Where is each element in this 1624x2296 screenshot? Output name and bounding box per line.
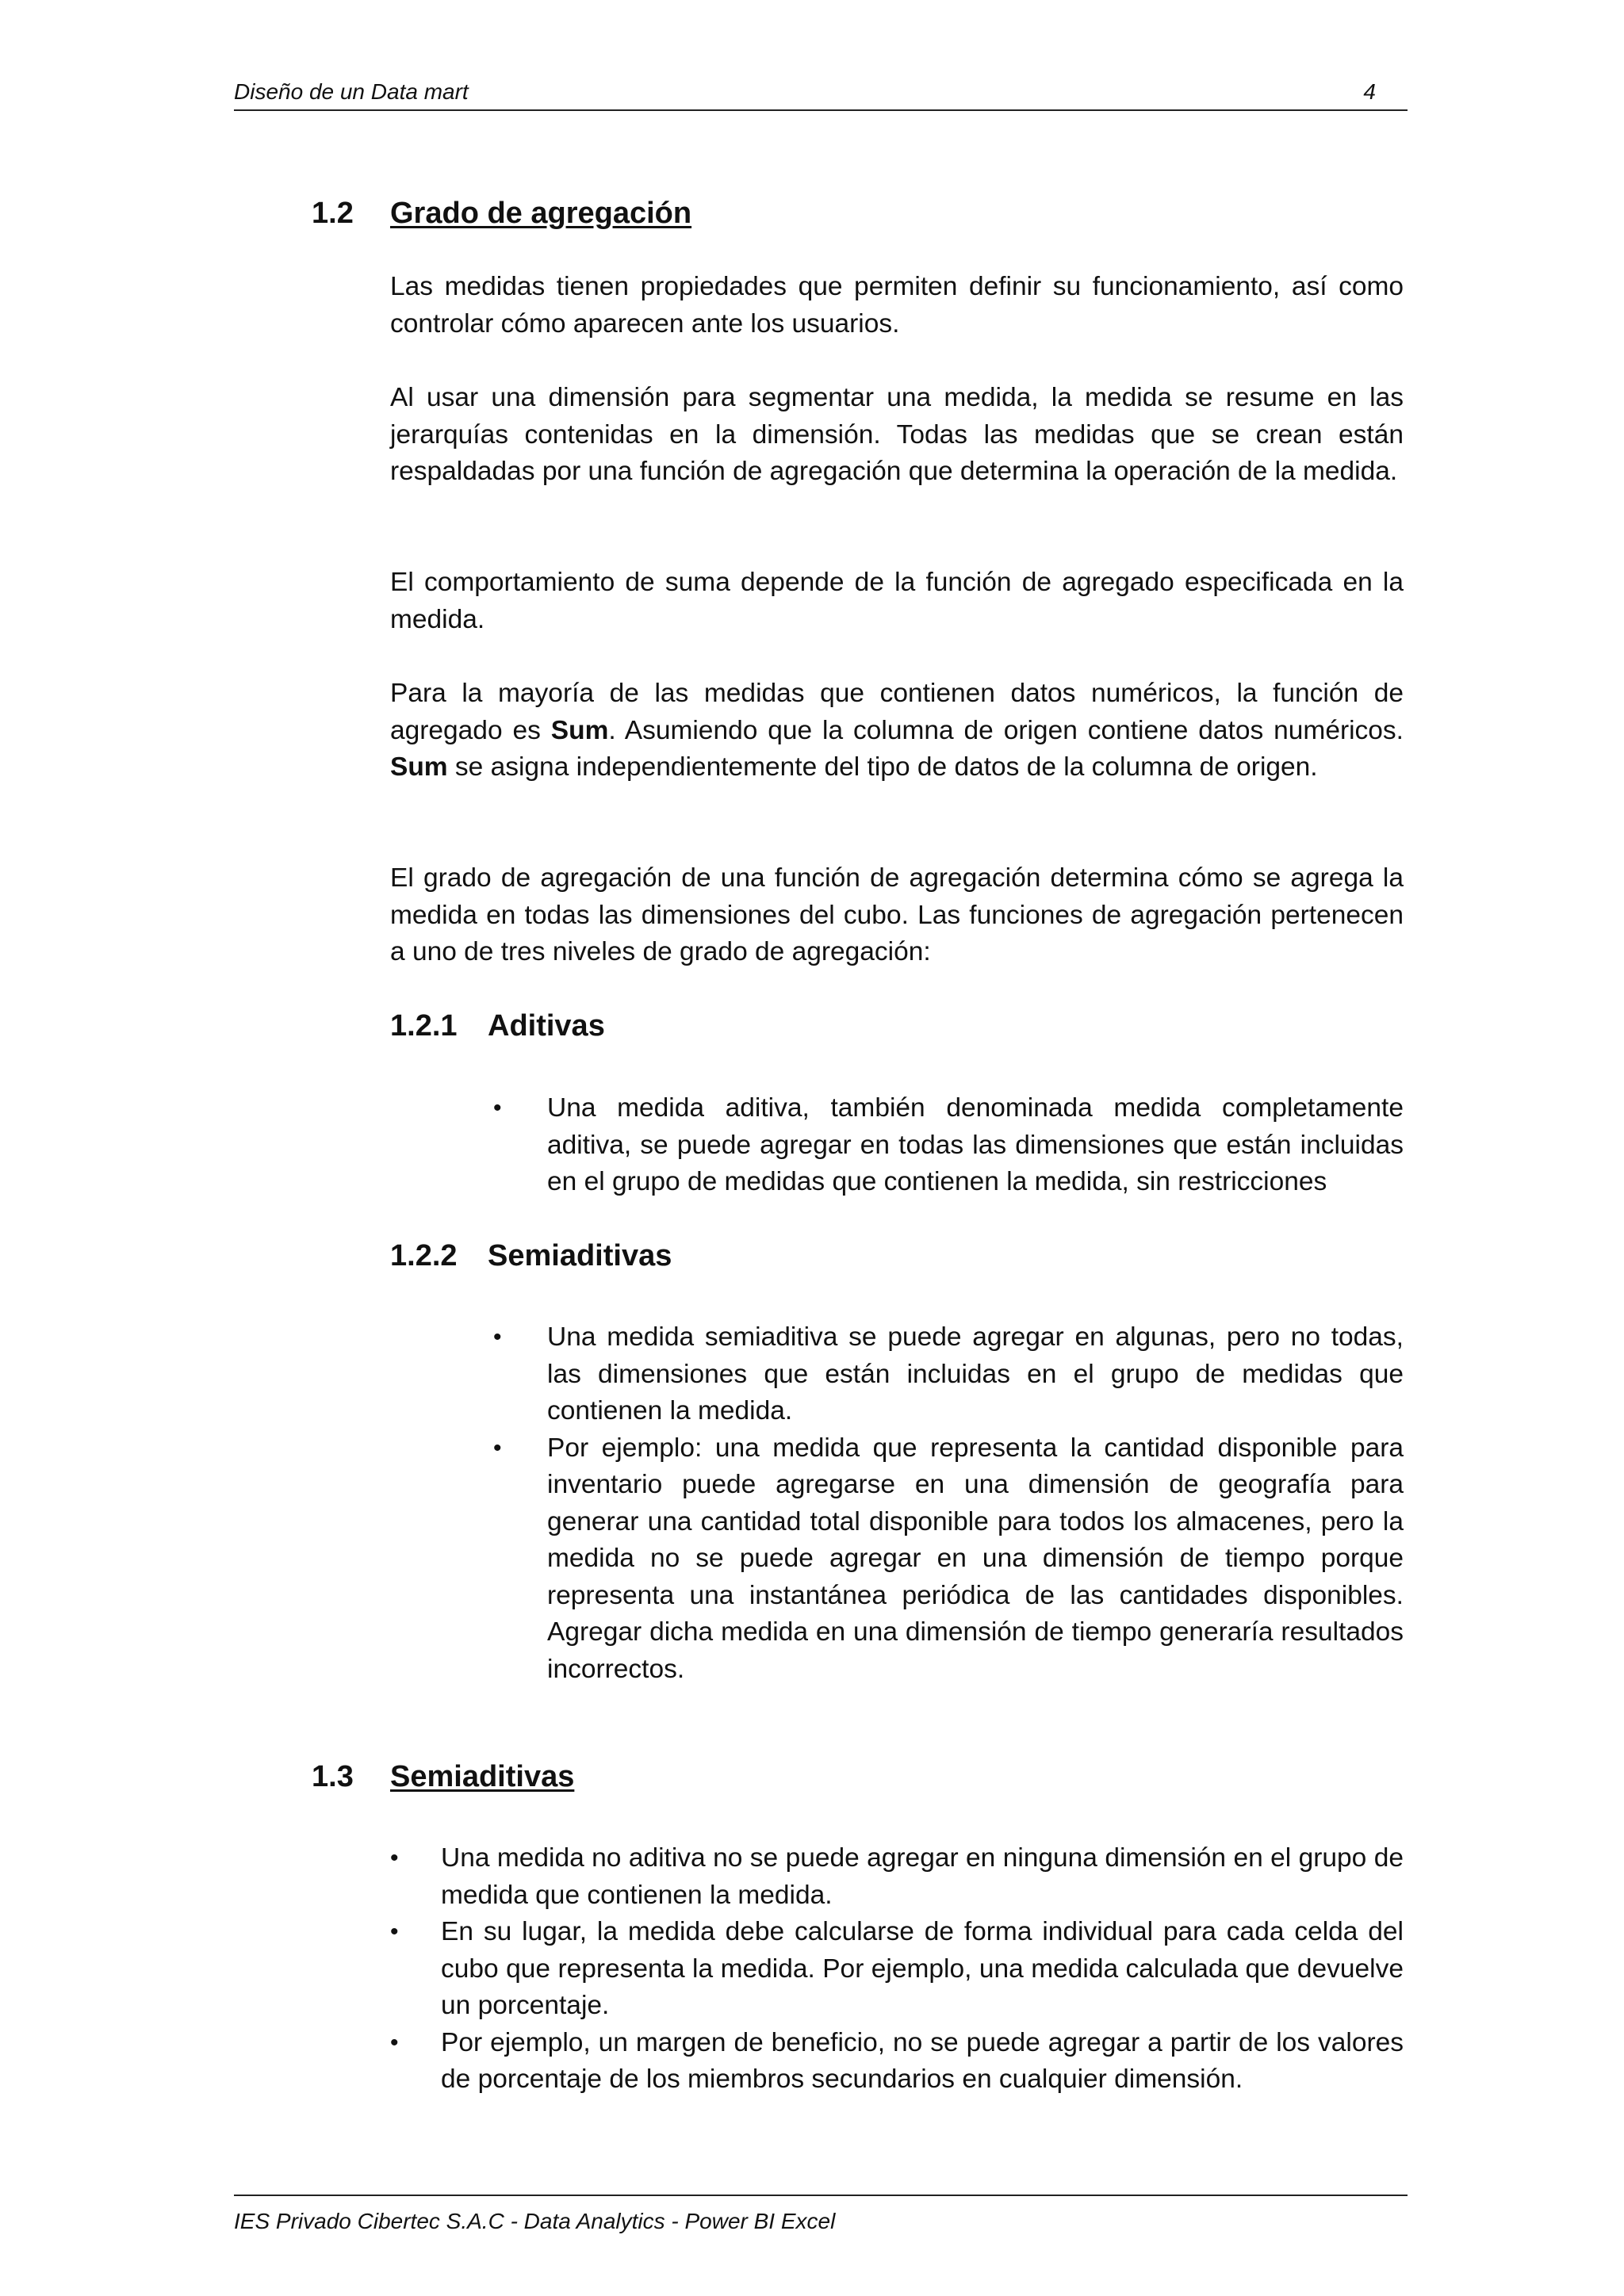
section-number: 1.2.2 bbox=[390, 1239, 458, 1272]
section-number: 1.3 bbox=[312, 1760, 354, 1793]
section-title: Semiaditivas bbox=[390, 1760, 575, 1793]
list-item-text: Una medida no aditiva no se puede agregar en ninguna dimensión en el grupo de medida que contienen la medida. bbox=[441, 1843, 1404, 1910]
list-item-text: Una medida semiaditiva se puede agregar en algunas, pero no todas, las dimensiones que están incluidas en el grupo de medidas que contienen la medida. bbox=[547, 1322, 1404, 1425]
paragraph-text: . Asumiendo que la columna de origen contiene datos numéricos. bbox=[608, 715, 1404, 745]
bold-term: Sum bbox=[550, 715, 609, 745]
paragraph: El comportamiento de suma depende de la función de agregado especificada en la medida. bbox=[390, 568, 1404, 634]
list-item bbox=[493, 1090, 1404, 1201]
section-number: 1.2.1 bbox=[390, 1009, 458, 1043]
paragraph: El grado de agregación de una función de agregación determina cómo se agrega la medida en todas las dimensiones del cubo. Las funciones de agregación pertenecen a uno de tres niveles de grado de agregación: bbox=[390, 863, 1404, 966]
list-item bbox=[493, 1319, 1404, 1430]
bullet-list bbox=[390, 1840, 1404, 2099]
bullet-glyph: • bbox=[390, 1845, 399, 1871]
bullet-glyph: • bbox=[390, 1919, 399, 1945]
paragraph: Al usar una dimensión para segmentar una medida, la medida se resume en las jerarquías contenidas en la dimensión. Todas las medidas que se crean están respaldadas por una función de agregación que determina la operación de la medida. bbox=[390, 383, 1404, 486]
paragraph bbox=[390, 675, 1404, 786]
section-heading-1-2-2 bbox=[390, 1238, 866, 1277]
bullet-list bbox=[493, 1319, 1404, 1688]
header-title: Diseño de un Data mart bbox=[234, 79, 469, 104]
bullet-glyph: • bbox=[493, 1095, 502, 1121]
page-footer bbox=[234, 2195, 1408, 2233]
list-item-text: En su lugar, la medida debe calcularse de forma individual para cada celda del cubo que representa la medida. Por ejemplo, una medida calculada que devuelve un porcentaje. bbox=[441, 1917, 1404, 2020]
bullet-glyph: • bbox=[493, 1324, 502, 1350]
bullet-list bbox=[493, 1090, 1404, 1201]
list-item bbox=[390, 2025, 1404, 2099]
list-item bbox=[390, 1914, 1404, 2025]
list-item-text: Una medida aditiva, también denominada medida completamente aditiva, se puede agregar en todas las dimensiones que están incluidas en el grupo de medidas que contienen la medida, sin restricciones bbox=[547, 1093, 1404, 1196]
section-title: Grado de agregación bbox=[390, 197, 692, 230]
footer-text: IES Privado Cibertec S.A.C - Data Analytics - Power BI Excel bbox=[234, 2209, 836, 2233]
section-heading-1-2-1 bbox=[390, 1008, 866, 1047]
section-number: 1.2 bbox=[312, 197, 354, 230]
section-title: Aditivas bbox=[488, 1009, 605, 1043]
page-header bbox=[234, 78, 1408, 111]
paragraph-text: se asigna independientemente del tipo de datos de la columna de origen. bbox=[447, 752, 1318, 782]
paragraph: Las medidas tienen propiedades que permiten definir su funcionamiento, así como controlar cómo aparecen ante los usuarios. bbox=[390, 272, 1404, 339]
bullet-glyph: • bbox=[493, 1434, 502, 1461]
bullet-glyph: • bbox=[390, 2029, 399, 2056]
section-heading-1-2 bbox=[312, 195, 1025, 235]
list-item bbox=[493, 1430, 1404, 1689]
list-item-text: Por ejemplo, un margen de beneficio, no se puede agregar a partir de los valores de porcentaje de los miembros secundarios en cualquier dimensión. bbox=[441, 2027, 1404, 2094]
bold-term: Sum bbox=[390, 752, 448, 782]
list-item bbox=[390, 1840, 1404, 1914]
section-title: Semiaditivas bbox=[488, 1239, 672, 1272]
page-number: 4 bbox=[1363, 79, 1376, 104]
paragraph-text: Para la mayoría de las medidas que contienen datos numéricos, la función de agregado es bbox=[390, 679, 1404, 745]
list-item-text: Por ejemplo: una medida que representa la cantidad disponible para inventario puede agregarse en una dimensión de geografía para generar una cantidad total disponible para todos los almacenes, pero la medida no se puede agregar en una dimensión de tiempo porque representa una instantánea periódica de las cantidades disponibles. Agregar dicha medida en una dimensión de tiempo generaría resultados incorrectos. bbox=[547, 1433, 1404, 1684]
section-heading-1-3 bbox=[312, 1758, 1025, 1798]
